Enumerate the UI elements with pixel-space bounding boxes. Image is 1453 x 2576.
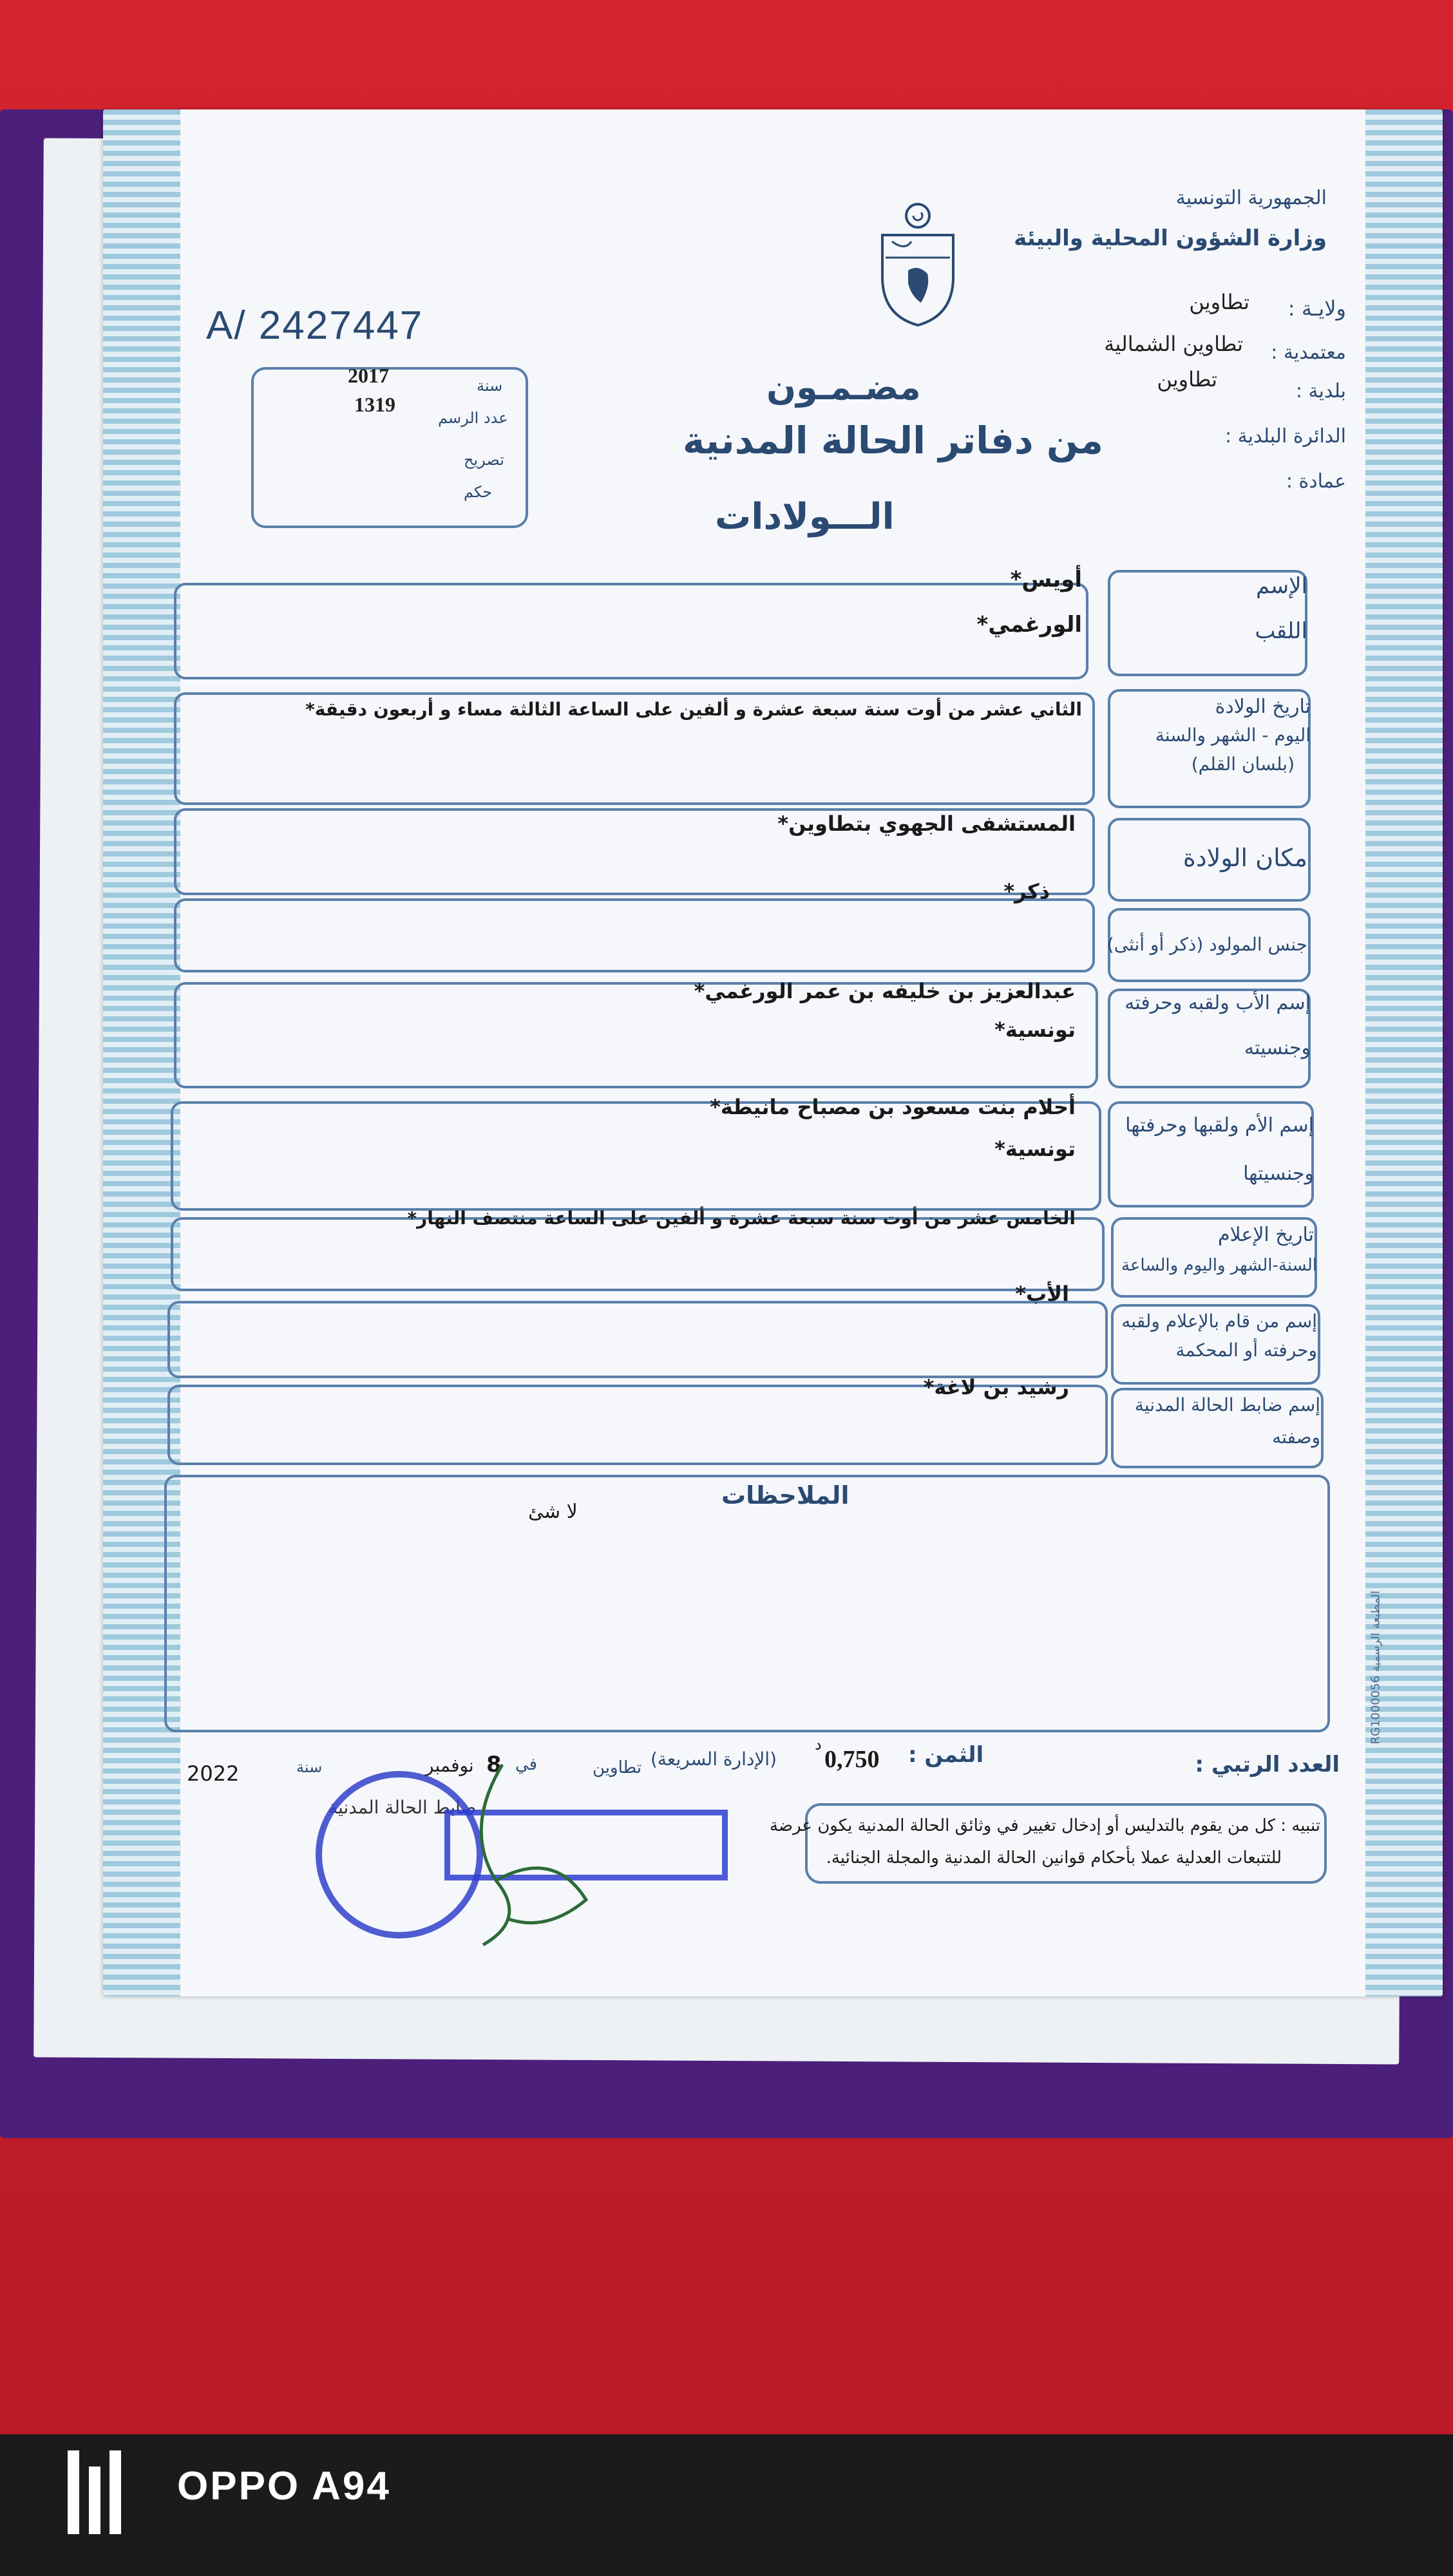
municipality-value: تطاوين — [1157, 367, 1217, 392]
row-mother-value: أحلام بنت مسعود بن مصباح مانيطة* — [710, 1095, 1076, 1119]
imada-label: عمادة : — [1286, 470, 1346, 493]
record-number-label: عدد الرسم — [438, 409, 508, 427]
row-officer-label2: وصفته — [1272, 1426, 1320, 1448]
camera-brand-icon — [64, 2447, 122, 2537]
row-father-value: عبدالعزيز بن خليفه بن عمر الورغمي* — [694, 979, 1076, 1003]
title-line3: الـــولادات — [715, 496, 895, 538]
record-year-label: سنة — [477, 377, 503, 395]
warning-text: تنبيه : كل من يقوم بالتدليس أو إدخال تغيير في وثائق الحالة المدنية يكون عرضة — [770, 1816, 1320, 1835]
warning-text2: للتتبعات العدلية عملا بأحكام قوانين الحالة المدنية والمجلة الجنائية. — [826, 1848, 1282, 1868]
row-birth-date-label: تاريخ الولادة — [1215, 696, 1311, 718]
republic-name: الجمهورية التونسية — [1175, 187, 1327, 209]
row-mother-label2: وجنسيتها — [1243, 1162, 1314, 1185]
row-birth-date-value: الثاني عشر من أوت سنة سبعة عشرة و ألفين على الساعة الثالثة مساء و أربعون دقيقة* — [305, 699, 1082, 720]
row-name-value-box — [174, 583, 1088, 679]
record-year-value: 2017 — [348, 364, 389, 387]
price-value: 0,750 — [824, 1746, 880, 1773]
date-month: نوفمبر — [425, 1755, 474, 1776]
document-body — [180, 109, 1382, 1996]
row-declarant-label: إسم من قام بالإعلام ولقبه — [1121, 1311, 1317, 1332]
row-surname-label: اللقب — [1255, 618, 1307, 644]
delegation-value: تطاوين الشمالية — [1104, 332, 1243, 356]
row-birth-date-label3: (بلسان القلم) — [1191, 753, 1295, 775]
row-declarant-value: الأب* — [1015, 1282, 1069, 1306]
row-declaration-date-label2: السنة-الشهر واليوم والساعة — [1121, 1256, 1317, 1275]
row-father-label: إسم الأب ولقبه وحرفته — [1125, 992, 1311, 1014]
row-birth-date-label2: اليوم - الشهر والسنة — [1155, 724, 1311, 746]
row-mother-label: إسم الأم ولقبها وحرفتها — [1125, 1114, 1314, 1137]
remarks-box — [164, 1475, 1330, 1732]
row-father-nationality: تونسية* — [994, 1018, 1076, 1042]
remarks-value: لا شئ — [528, 1501, 578, 1523]
row-declaration-date-label: تاريخ الإعلام — [1217, 1224, 1314, 1246]
row-name-value: أويس* — [1010, 567, 1082, 592]
price-label: الثمن : — [908, 1742, 984, 1768]
governorate-label: ولايـة : — [1287, 296, 1346, 321]
governorate-value: تطاوين — [1189, 290, 1249, 314]
record-judgment-label: حكم — [464, 483, 493, 501]
row-birth-place-label: مكان الولادة — [1182, 844, 1307, 872]
row-officer-value: رشيد بن لاغة* — [923, 1375, 1069, 1399]
price-unit: د — [815, 1736, 822, 1754]
row-mother-nationality: تونسية* — [994, 1137, 1076, 1161]
year-label: سنة — [296, 1758, 323, 1776]
delegation-label: معتمدية : — [1271, 341, 1346, 364]
title-line2: من دفاتر الحالة المدنية — [683, 419, 1103, 462]
handwritten-signature-icon — [425, 1752, 618, 1958]
row-sex-label: جنس المولود (ذكر أو أنثى) — [1106, 934, 1307, 955]
date-prefix: في — [515, 1755, 538, 1774]
row-officer-label: إسم ضابط الحالة المدنية — [1134, 1394, 1320, 1416]
row-declaration-date-value: الخامس عشر من أوت سنة سبعة عشرة و ألفين على الساعة منتصف النهار* — [407, 1208, 1076, 1229]
row-declarant-label2: وحرفته أو المحكمة — [1175, 1340, 1317, 1361]
record-declaration-label: تصريح — [464, 451, 504, 469]
title-line1: مضـمـون — [766, 367, 921, 408]
order-number-label: العدد الرتبي : — [1195, 1752, 1340, 1777]
row-sex-value-box — [174, 898, 1095, 972]
warning-box — [805, 1803, 1327, 1884]
row-name-label: الإسم — [1256, 573, 1307, 599]
ministry-name: وزارة الشؤون المحلية والبيئة — [1014, 225, 1327, 251]
tunisia-coat-of-arms-icon — [873, 200, 963, 328]
row-surname-value: الورغمي* — [976, 612, 1082, 638]
officer-title: ضابط الحالة المدنية — [328, 1797, 477, 1818]
year-value: 2022 — [187, 1761, 240, 1786]
remarks-label: الملاحظات — [721, 1481, 850, 1510]
date-day: 8 — [486, 1752, 502, 1777]
district-label: الدائرة البلدية : — [1225, 425, 1346, 448]
row-birth-place-value: المستشفى الجهوي بتطاوين* — [777, 811, 1076, 836]
place-name: تطاوين — [593, 1758, 642, 1777]
row-father-label2: وجنسيته — [1244, 1037, 1311, 1059]
row-declarant-value-box — [167, 1301, 1108, 1378]
serial-number: A/ 2427447 — [206, 303, 424, 348]
camera-watermark: OPPO A94 — [177, 2464, 391, 2508]
birth-certificate — [103, 109, 1443, 1996]
row-sex-value: ذكر* — [1003, 879, 1050, 904]
side-print: المطبعة الرسمية RG1000056 — [1369, 1591, 1382, 1745]
record-number-value: 1319 — [354, 393, 395, 416]
price-note: (الإدارة السريعة) — [651, 1748, 777, 1770]
municipality-label: بلدية : — [1295, 380, 1346, 402]
